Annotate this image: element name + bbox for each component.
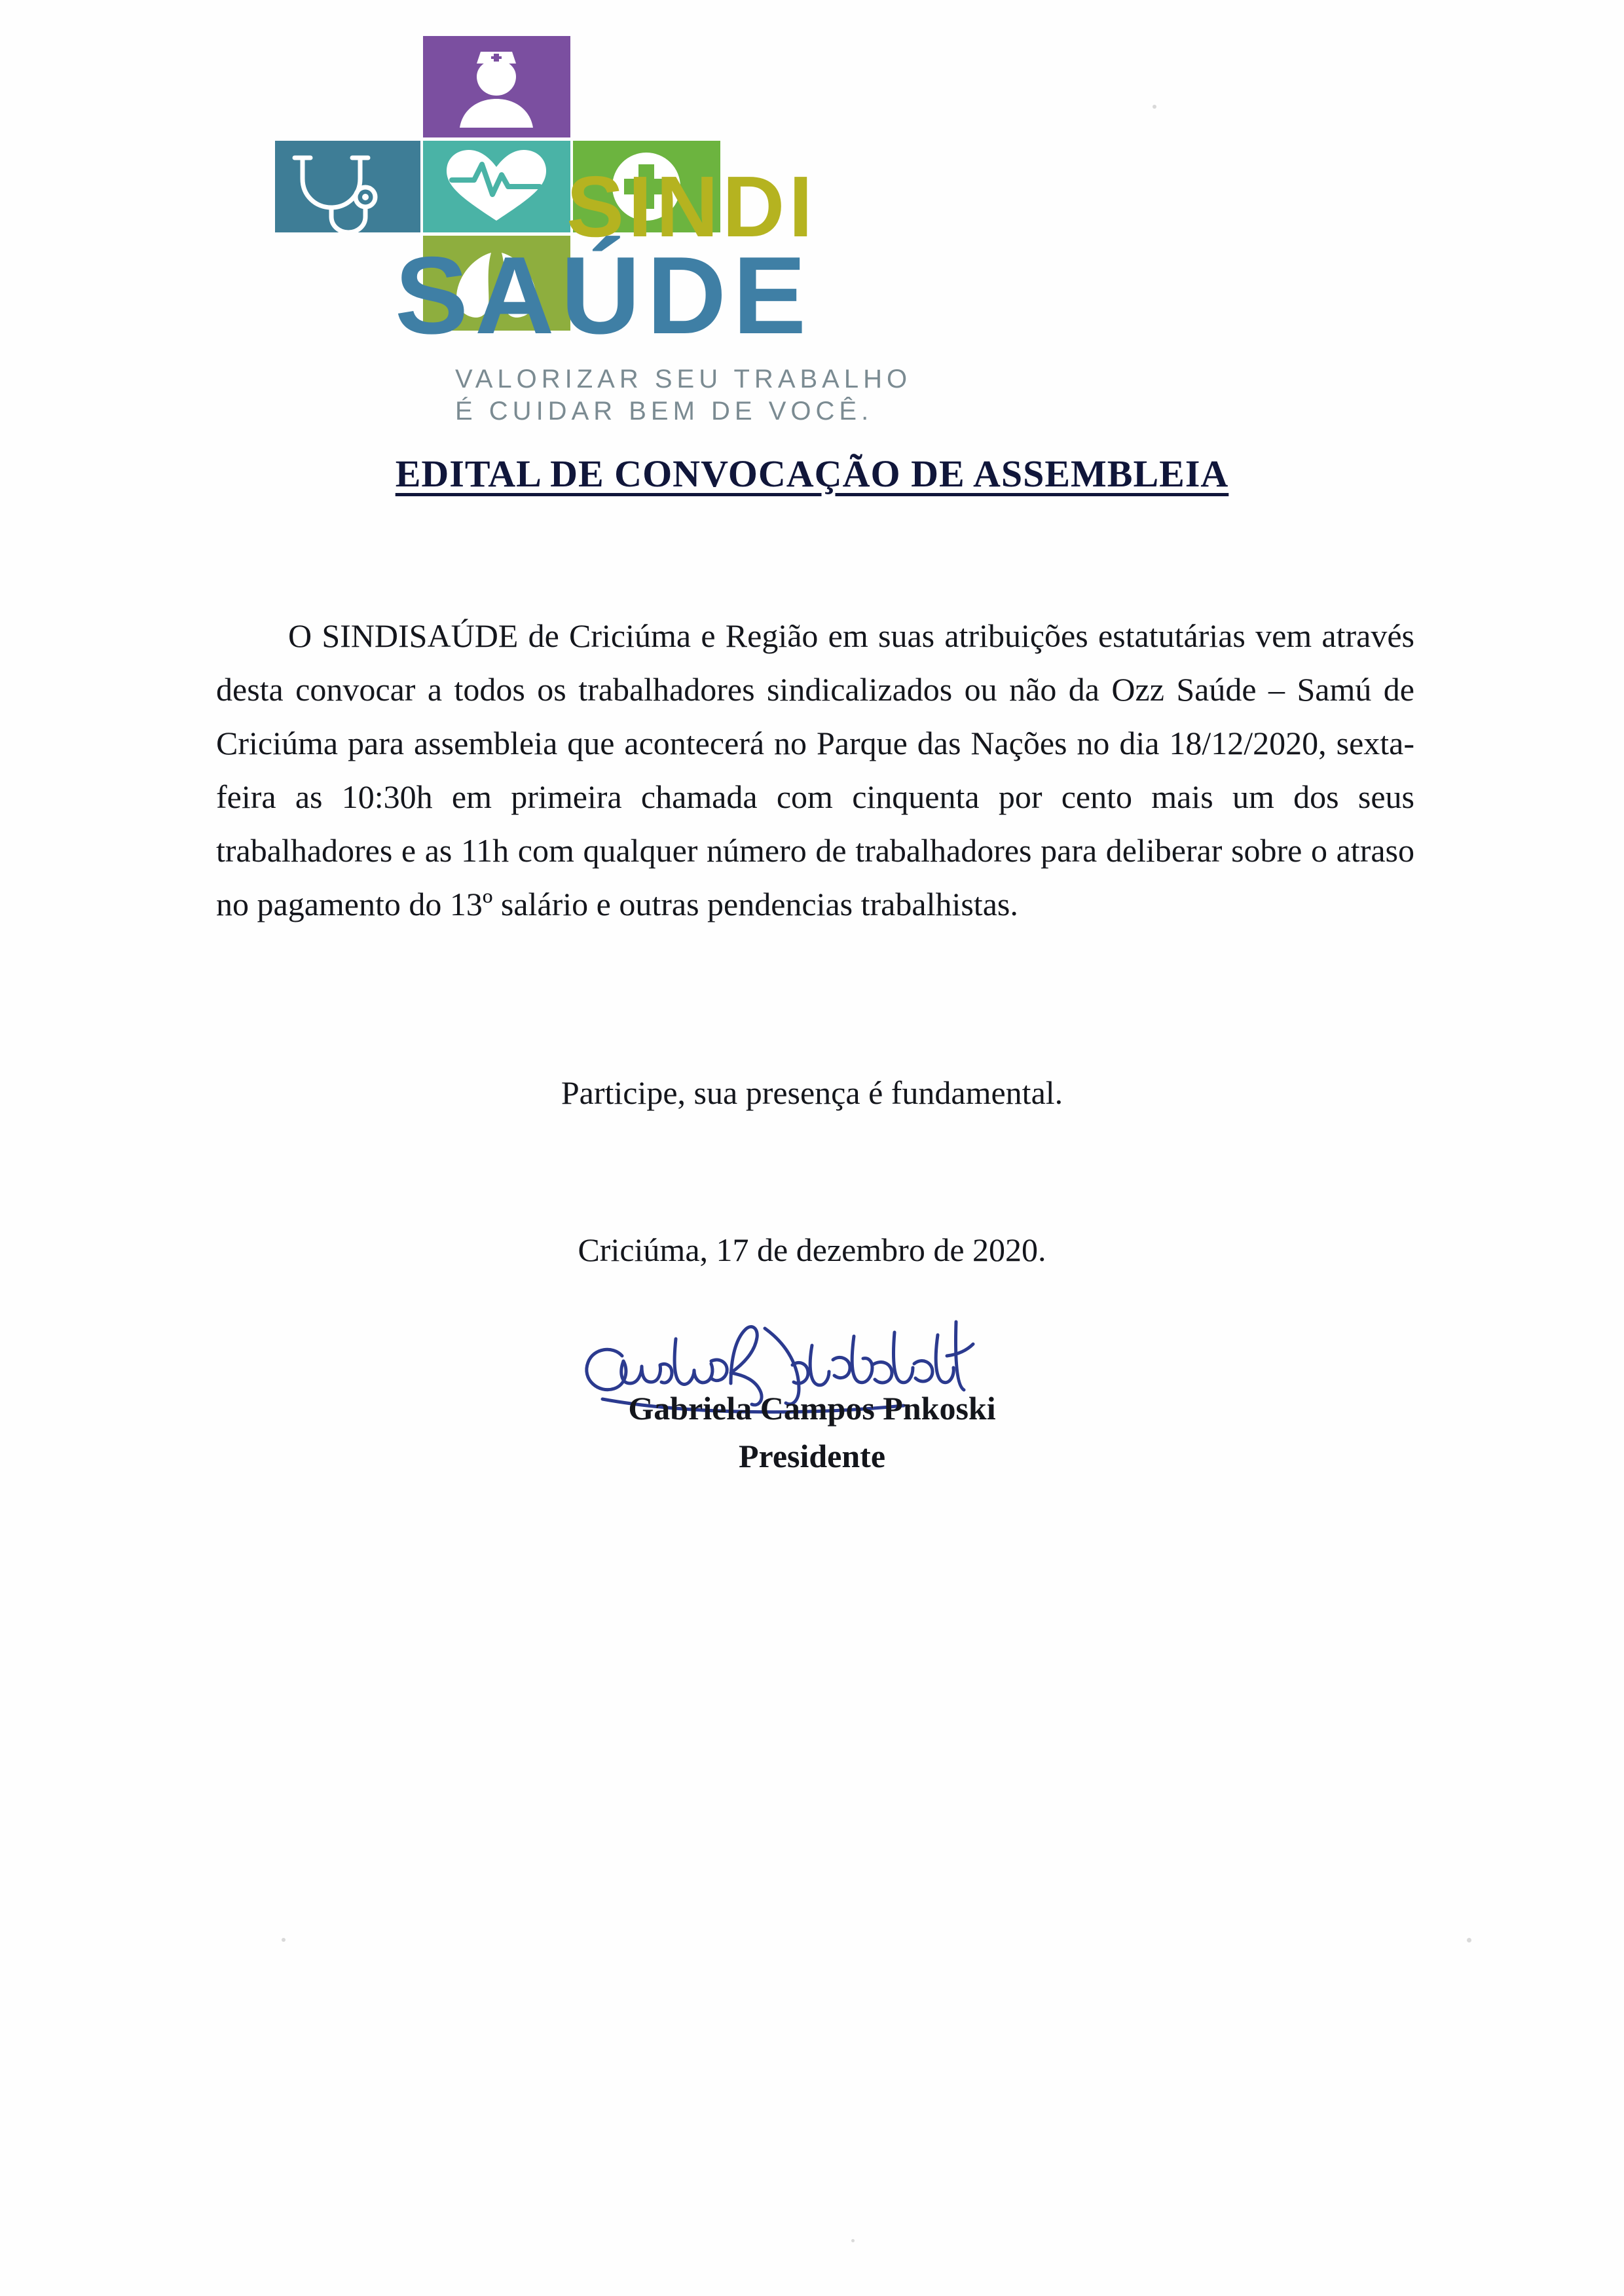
heartbeat-icon [423,141,570,232]
logo-tagline-line1: VALORIZAR SEU TRABALHO [455,365,912,393]
logo-brand-bottom: SAÚDE [395,234,813,357]
scan-speck [1467,1938,1471,1942]
nurse-icon [423,36,570,137]
sindisaude-logo [259,36,999,442]
stethoscope-icon [275,141,420,232]
scan-speck [1153,105,1156,109]
scan-speck [282,1938,286,1942]
document-title: EDITAL DE CONVOCAÇÃO DE ASSEMBLEIA [395,452,1229,495]
scan-speck [851,2239,855,2242]
logo-tagline-line2: É CUIDAR BEM DE VOCÊ. [455,397,874,426]
signature-printed-name: Gabriela Campos Pnkoski [628,1390,996,1427]
logo-brand-top: SINDI [566,158,817,255]
signature-role: Presidente [738,1438,886,1474]
place-and-date: Criciúma, 17 de dezembro de 2020. [578,1231,1046,1268]
call-to-action-text: Participe, sua presença é fundamental. [561,1074,1063,1111]
body-paragraph: O SINDISAÚDE de Criciúma e Região em suas atribuições estatutárias vem através desta convocar a todos os trabalhadores sindicalizados ou não da Ozz Saúde – Samú de Criciúma para assembleia que acontecerá no Parque das Nações no dia 18/12/2020, sexta-feira as 10:30h em primeira chamada com cinquenta por cento mais um dos seus trabalhadores e as 11h com qualquer número de trabalhadores para deliberar sobre o atraso no pagamento do 13º salário e outras pendencias trabalhistas. [216,617,1414,922]
